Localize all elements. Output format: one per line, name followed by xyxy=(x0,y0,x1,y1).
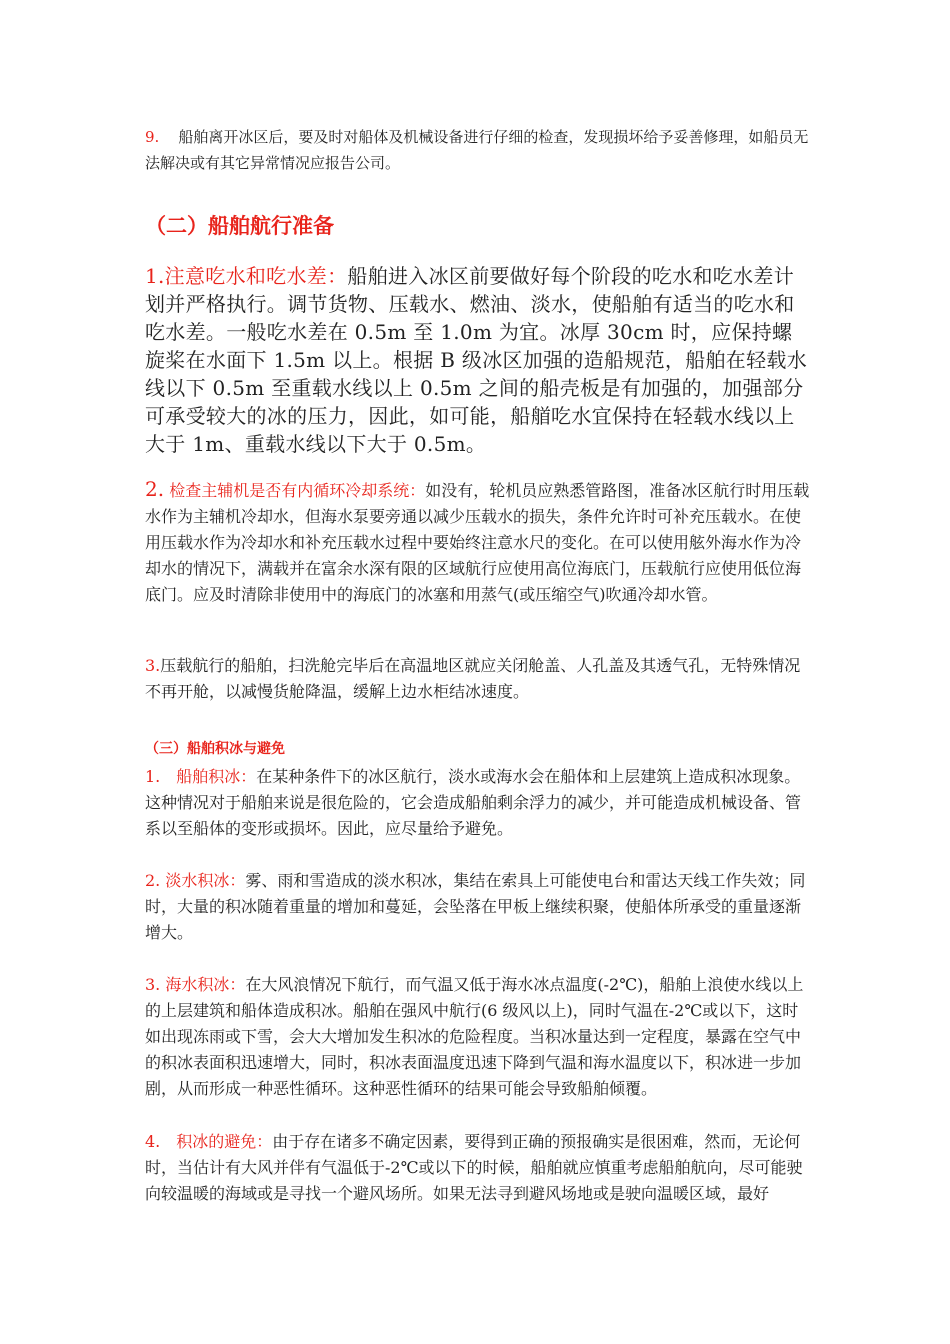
section-2-heading: （二）船舶航行准备 xyxy=(145,214,334,238)
section-3-heading-block xyxy=(145,738,810,758)
section-2-p2-label: 检查主辅机是否有内循环冷却系统： xyxy=(169,481,426,500)
section-3-paragraph-4 xyxy=(145,1129,810,1207)
section-2-p3-text: 压载航行的船舶，扫洗舱完毕后在高温地区就应关闭舱盖、人孔盖及其透气孔，无特殊情况不再开舱，以减慢货舱降温，缓解上边水柜结冰速度。 xyxy=(145,656,801,701)
section-2-p1-label: 1.注意吃水和吃水差： xyxy=(145,264,348,288)
section-3-paragraph-3 xyxy=(145,972,810,1102)
section-3-paragraph-1 xyxy=(145,764,810,842)
section-3-p4-label: 4. 积冰的避免： xyxy=(145,1132,273,1151)
item-9-number: 9. xyxy=(145,128,160,146)
section-3-p1-label: 1. 船舶积冰： xyxy=(145,767,257,786)
section-2-heading-block xyxy=(145,210,810,240)
section-3-heading: （三）船舶积冰与避免 xyxy=(145,741,285,757)
section-2-p2-text: 如没有，轮机员应熟悉管路图，准备冰区航行时用压载水作为主辅机冷却水，但海水泵要旁通以减少压载水的损失，条件允许时可补充压载水。在使用压载水作为冷却水和补充压载水过程中要始终注意水尺的变化。在可以使用舷外海水作为冷却水的情况下，满载并在富余水深有限的区域航行应使用高位海底门，压载航行应使用低位海底门。应及时清除非使用中的海底门的冰塞和用蒸气(或压缩空气)吹通冷却水管。 xyxy=(145,481,810,604)
section-3-p4-text: 由于存在诸多不确定因素，要得到正确的预报确实是很困难，然而，无论何时，当估计有大风并伴有气温低于-2℃或以下的时候，船舶就应慎重考虑船舶航向，尽可能驶向较温暖的海域或是寻找一个避风场所。如果无法寻到避风场地或是驶向温暖区域，最好 xyxy=(145,1132,803,1203)
section-3-p3-text: 在大风浪情况下航行，而气温又低于海水冰点温度(-2℃)，船舶上浪使水线以上的上层建筑和船体造成积冰。船舶在强风中航行(6 级风以上)，同时气温在-2℃或以下，这时如出现冻雨或下雪，会大大增加发生积冰的危险程度。当积冰量达到一定程度，暴露在空气中的积冰表面积迅速增大，同时，积冰表面温度迅速下降到气温和海水温度以下，积冰进一步加剧，从而形成一种恶性循环。这种恶性循环的结果可能会导致船舶倾覆。 xyxy=(145,975,804,1098)
section-3-p3-label: 3. 海水积冰： xyxy=(145,975,246,994)
section-2-p2-number: 2. xyxy=(145,477,165,501)
item-9-paragraph xyxy=(145,124,810,176)
section-3-p2-label: 2. 淡水积冰： xyxy=(145,871,246,890)
section-2-p1-text: 船舶进入冰区前要做好每个阶段的吃水和吃水差计划并严格执行。调节货物、压载水、燃油、淡水，使船舶有适当的吃水和吃水差。一般吃水差在 0.5m 至 1.0m 为宜。冰厚 30cm 时，应保持螺旋桨在水面下 1.5m 以上。根据 B 级冰区加强的造船规范，船舶在轻载水线以下 0.5m 至重载水线以上 0.5m 之间的船壳板是有加强的，加强部分可承受较大的冰的压力，因此，如可能，船艏吃水宜保持在轻载水线以上大于 1m、重载水线以下大于 0.5m。 xyxy=(145,264,807,456)
section-2-paragraph-1 xyxy=(145,262,810,458)
section-3-p1-text: 在某种条件下的冰区航行，淡水或海水会在船体和上层建筑上造成积冰现象。这种情况对于船舶来说是很危险的，它会造成船舶剩余浮力的减少，并可能造成机械设备、管系以至船体的变形或损坏。因此，应尽量给予避免。 xyxy=(145,767,802,838)
section-2-p3-number: 3. xyxy=(145,656,161,675)
section-2-paragraph-2 xyxy=(145,476,810,608)
section-3-p2-text: 雾、雨和雪造成的淡水积冰，集结在索具上可能使电台和雷达天线工作失效；同时，大量的积冰随着重量的增加和蔓延，会坠落在甲板上继续积聚，使船体所承受的重量逐渐增大。 xyxy=(145,871,806,942)
section-3-paragraph-2 xyxy=(145,868,810,946)
section-2-paragraph-3 xyxy=(145,653,810,705)
item-9-text: 船舶离开冰区后，要及时对船体及机械设备进行仔细的检查，发现损坏给予妥善修理，如船员无法解决或有其它异常情况应报告公司。 xyxy=(145,128,809,172)
